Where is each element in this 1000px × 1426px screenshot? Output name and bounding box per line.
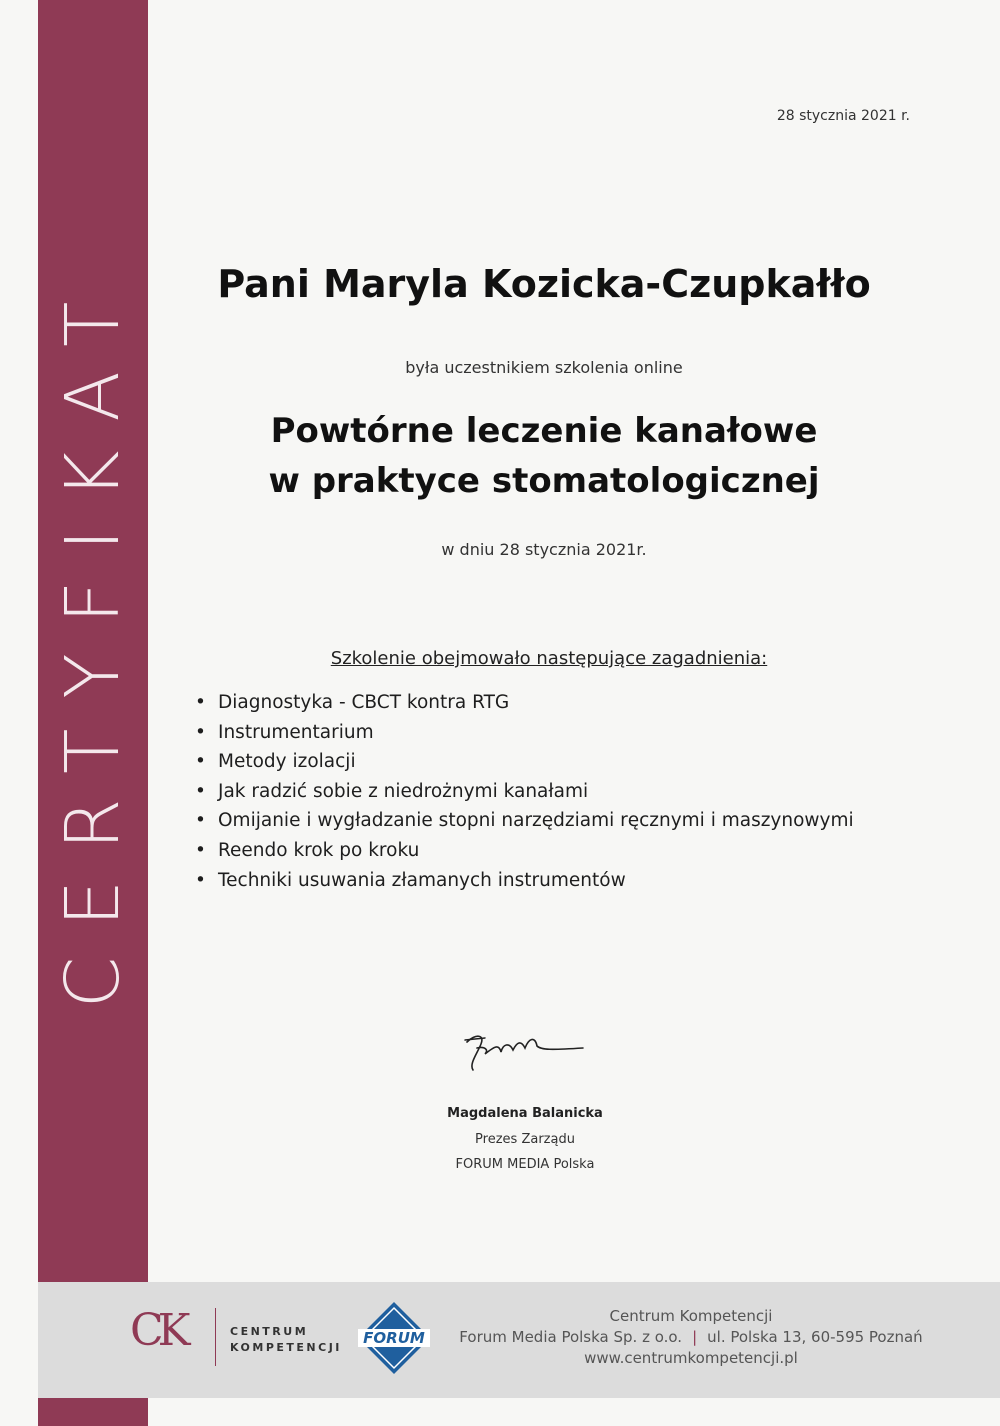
signer-role: Prezes Zarządu [475,1132,575,1147]
participation-text: była uczestnikiem szkolenia online [405,358,683,377]
topic-item: • Jak radzić sobie z niedrożnymi kanałami [195,777,854,807]
footer-address: ul. Polska 13, 60-595 Poznań [707,1328,923,1346]
topics-heading: Szkolenie obejmowało następujące zagadnienia: [330,648,768,669]
forum-logo-text: FORUM [363,1329,425,1347]
signer-organization: FORUM MEDIA Polska [455,1157,595,1172]
topic-item: • Diagnostyka - CBCT kontra RTG [195,688,854,718]
footer-company-full: Forum Media Polska Sp. z o.o. [459,1328,683,1346]
ck-logo: CK [130,1305,185,1356]
issue-date: 28 stycznia 2021 r. [776,108,910,124]
ck-wordmark-line-1: CENTRUM [230,1325,309,1338]
topic-item: • Techniki usuwania złamanych instrumentów [195,866,854,896]
recipient-name: Pani Maryla Kozicka-Czupkałło [217,262,871,306]
footer-separator: | [692,1328,698,1346]
signer-name: Magdalena Balanicka [447,1106,603,1121]
topic-item: • Metody izolacji [195,747,854,777]
certificate-vertical-label: CERTYFIKAT [50,271,136,1009]
topic-item: • Reendo krok po kroku [195,836,854,866]
course-title-line-2: w praktyce stomatologicznej [268,461,820,501]
handwritten-signature [455,1020,595,1080]
course-title-line-1: Powtórne leczenie kanałowe [270,411,818,451]
footer-address-line [418,1327,964,1348]
topic-item: • Omijanie i wygładzanie stopni narzędziami ręcznymi i maszynowymi [195,806,854,836]
topic-item: • Instrumentarium [195,718,854,748]
course-title [148,406,940,506]
ck-wordmark-line-2: KOMPETENCJI [230,1341,342,1354]
footer-website[interactable]: www.centrumkompetencji.pl [584,1349,798,1367]
ck-wordmark [230,1324,342,1356]
course-date: w dniu 28 stycznia 2021r. [441,540,647,559]
footer-company: Centrum Kompetencji [609,1307,773,1325]
topics-list [195,688,854,895]
footer-contact [418,1306,964,1369]
footer [38,1282,1000,1398]
logo-divider [215,1308,216,1366]
